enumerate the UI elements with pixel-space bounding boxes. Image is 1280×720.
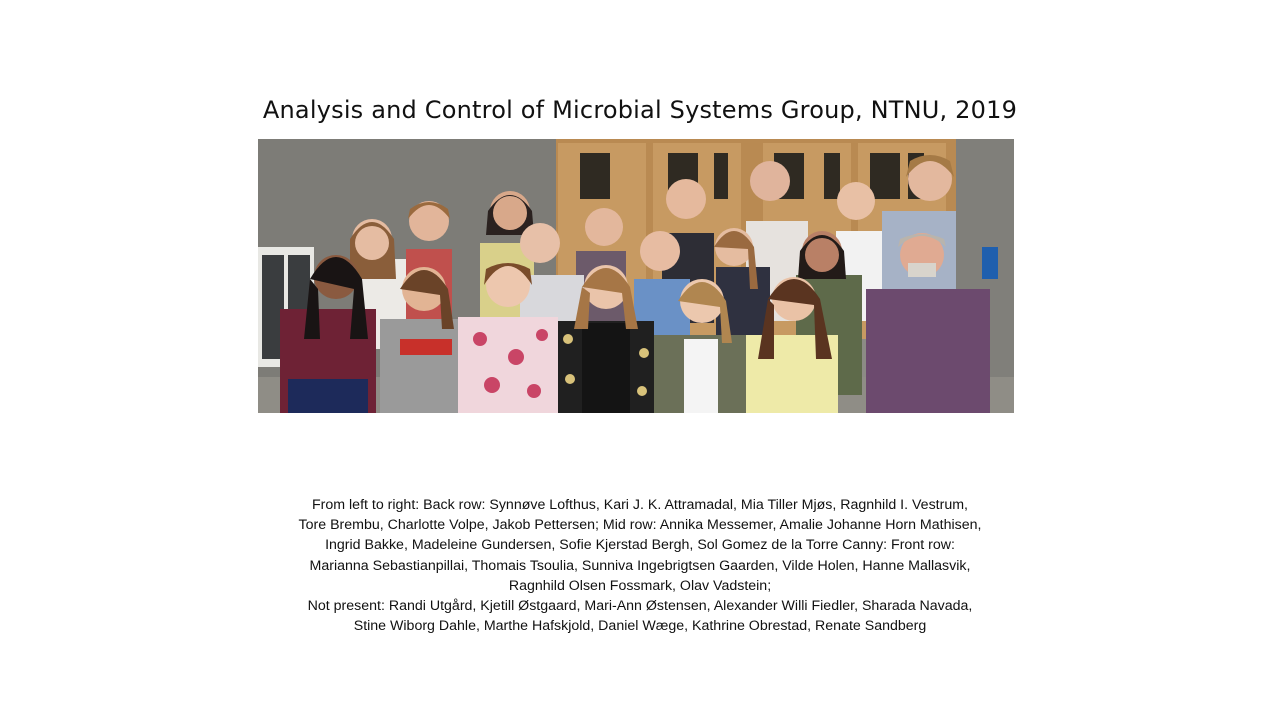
slide-title: Analysis and Control of Microbial Systems Group, NTNU, 2019 bbox=[262, 96, 1018, 124]
group-photo-illustration bbox=[258, 139, 1014, 413]
caption-line: From left to right: Back row: Synnøve Lofthus, Kari J. K. Attramadal, Mia Tiller Mjøs, Ragnhild I. Vestrum, bbox=[311, 497, 968, 513]
caption-line: Stine Wiborg Dahle, Marthe Hafskjold, Daniel Wæge, Kathrine Obrestad, Renate Sandberg bbox=[353, 618, 927, 635]
caption-line: Tore Brembu, Charlotte Volpe, Jakob Pettersen; Mid row: Annika Messemer, Amalie Johanne Horn Mathisen, bbox=[298, 517, 982, 534]
caption-line: Ragnhild Olsen Fossmark, Olav Vadstein; bbox=[508, 577, 772, 594]
caption-line: Marianna Sebastianpillai, Thomais Tsoulia, Sunniva Ingebrigtsen Gaarden, Vilde Holen, Hanne Mallasvik, bbox=[309, 557, 971, 574]
caption-line: Not present: Randi Utgård, Kjetill Østgaard, Mari-Ann Østensen, Alexander Willi Fiedler, Sharada Navada, bbox=[307, 598, 973, 615]
group-photo bbox=[258, 139, 1014, 413]
caption-line: Ingrid Bakke, Madeleine Gundersen, Sofie Kjerstad Bergh, Sol Gomez de la Torre Canny: Front row: bbox=[325, 537, 955, 554]
photo-caption bbox=[240, 495, 1040, 636]
